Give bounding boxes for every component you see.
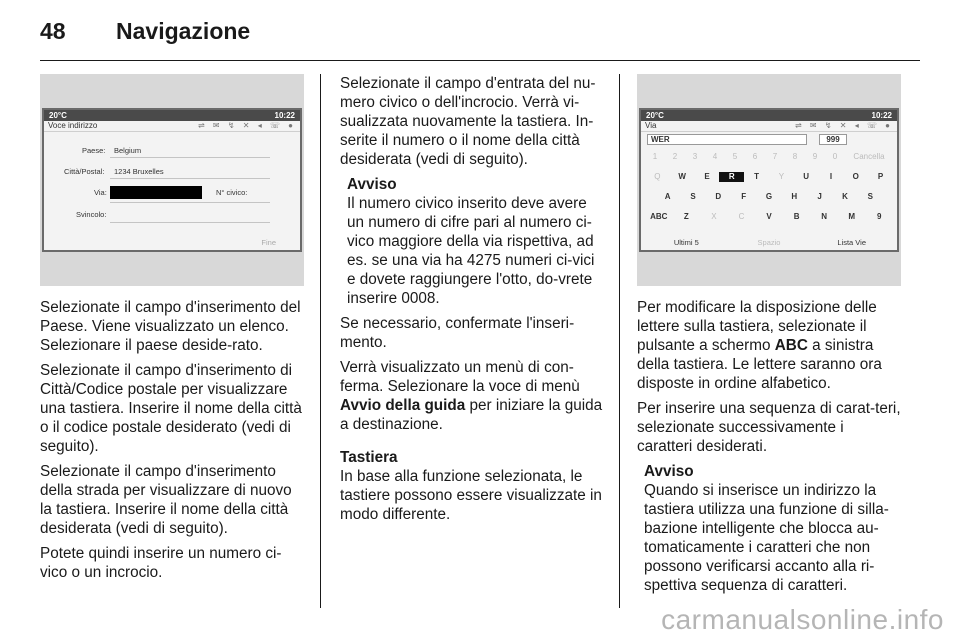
paese-label: Paese:	[82, 146, 106, 155]
key[interactable]: 4	[712, 152, 718, 161]
note-title: Avviso	[347, 176, 397, 193]
via-input[interactable]	[110, 186, 202, 199]
paese-field-line	[110, 157, 270, 158]
status-icons: ⇌ ✉ ↯ ✕ ◂ ☏ ●	[795, 121, 893, 130]
key[interactable]: 0	[832, 152, 838, 161]
key[interactable]: Z	[683, 212, 689, 221]
screen-time: 10:22	[871, 111, 892, 120]
section-heading: Tastiera	[340, 449, 398, 466]
key[interactable]: E	[704, 172, 710, 181]
column-3	[637, 74, 903, 601]
key[interactable]: F	[741, 192, 747, 201]
key[interactable]: T	[754, 172, 760, 181]
key[interactable]: S	[867, 192, 873, 201]
screen-time: 10:22	[274, 111, 295, 120]
paragraph: Selezionate il campo d'inserimento della strada per visualizzare di nuovo la tastiera. Inserire il nome della città desiderata (vedi di seguito).	[40, 463, 292, 537]
text: a sinistra della tastiera. Le lettere saranno ora disposte in ordine alfabetico.	[637, 337, 882, 392]
note-box	[637, 462, 903, 595]
address-entry-screen	[42, 108, 302, 252]
menu-item-name: Avvio della guida	[340, 397, 466, 414]
screen-temperature: 20°C	[646, 111, 664, 120]
key[interactable]: 6	[752, 152, 758, 161]
text: Per modificare la disposizione delle lettere sulla tastiera, selezionate il pulsante a schermo	[637, 299, 877, 354]
key[interactable]: M	[848, 212, 856, 221]
page-number: 48	[40, 18, 66, 44]
text: Verrà visualizzato un menù di con-ferma. Selezionare la voce di menù	[340, 359, 580, 395]
page-header	[40, 18, 250, 48]
via-field-line	[110, 202, 270, 203]
column-1	[40, 74, 304, 588]
key[interactable]: 7	[772, 152, 778, 161]
keyboard-bottom-row	[645, 238, 893, 248]
status-icons: ⇌ ✉ ↯ ✕ ◂ ☏ ●	[198, 121, 296, 130]
column-divider-2	[619, 74, 620, 608]
paragraph: Se necessario, confermate l'inseri-mento.	[340, 315, 575, 351]
keyboard-number-field[interactable]: 999	[819, 134, 847, 145]
key[interactable]: Q	[654, 172, 661, 181]
citta-field-line	[110, 178, 270, 179]
note-body: Quando si inserisce un indirizzo la tastiera utilizza una funzione di silla-bazione intelligente che blocca au-tomaticamente i caratteri che non possono verificarsi accanto alla ri-spettiva sequenza di caratteri.	[644, 482, 889, 594]
civico-label: N° civico:	[216, 188, 248, 197]
fine-button[interactable]: Fine	[261, 238, 276, 247]
address-entry-screenshot	[40, 74, 304, 286]
key[interactable]: J	[817, 192, 822, 201]
key[interactable]: K	[842, 192, 848, 201]
key[interactable]: U	[803, 172, 810, 181]
keyboard-row-2	[655, 192, 883, 202]
screen-status-bar	[44, 110, 300, 121]
button-name: ABC	[774, 337, 808, 354]
paragraph: Per inserire una sequenza di carat-teri, selezionate successivamente i caratteri desiderati.	[637, 400, 901, 455]
ultimi-5-button[interactable]: Ultimi 5	[673, 238, 699, 247]
key[interactable]: A	[664, 192, 671, 201]
key[interactable]: 9	[877, 212, 882, 221]
lista-vie-button[interactable]: Lista Vie	[837, 238, 866, 247]
screen-label: Voce indirizzo	[48, 121, 98, 130]
svincolo-field-line	[110, 222, 270, 223]
key[interactable]: O	[852, 172, 859, 181]
paragraph	[340, 358, 606, 434]
screen-title-line	[641, 121, 897, 132]
key[interactable]: 5	[732, 152, 738, 161]
cancella-key[interactable]: Cancella	[853, 152, 885, 161]
key[interactable]: Y	[778, 172, 785, 181]
paese-value[interactable]: Belgium	[114, 146, 142, 155]
key[interactable]: W	[678, 172, 686, 181]
svincolo-label: Svincolo:	[76, 210, 107, 219]
header-rule	[40, 60, 920, 61]
keyboard-digit-row	[645, 152, 893, 162]
paragraph: In base alla funzione selezionata, le tastiere possono essere visualizzate in modo differente.	[340, 468, 602, 523]
page-title: Navigazione	[116, 18, 251, 44]
key[interactable]: P	[877, 172, 884, 181]
key[interactable]: 9	[812, 152, 818, 161]
abc-layout-button[interactable]: ABC	[650, 212, 668, 221]
key[interactable]: 3	[692, 152, 698, 161]
keyboard-screenshot	[637, 74, 901, 286]
paragraph: Selezionate il campo d'entrata del nu-mero civico o dell'incrocio. Verrà vi-sualizzata nuovamente la tastiera. In-serite il numero o il nome della città desiderata (vedi di seguito).	[340, 75, 596, 168]
keyboard-screen	[639, 108, 899, 252]
key[interactable]: 2	[672, 152, 678, 161]
key[interactable]: V	[766, 212, 772, 221]
paragraph	[637, 298, 903, 393]
note-box	[340, 175, 606, 308]
key[interactable]: I	[829, 172, 833, 181]
screen-label: Via	[645, 121, 657, 130]
key[interactable]: S	[690, 192, 696, 201]
key[interactable]: D	[715, 192, 722, 201]
keyboard-row-3	[645, 212, 893, 222]
via-label: Via:	[94, 188, 107, 197]
screen-title-line	[44, 121, 300, 132]
keyboard-text-input[interactable]: WER	[647, 134, 807, 145]
column-2	[340, 74, 606, 530]
citta-label: Città/Postal:	[64, 167, 105, 176]
spazio-button[interactable]: Spazio	[757, 238, 781, 247]
key[interactable]: H	[791, 192, 798, 201]
paragraph: Selezionate il campo d'inserimento del Paese. Viene visualizzato un elenco. Selezionare il paese deside-rato.	[40, 299, 301, 354]
screen-temperature: 20°C	[49, 111, 67, 120]
key[interactable]: N	[821, 212, 828, 221]
keyboard-row-1	[645, 172, 893, 182]
key[interactable]: X	[711, 212, 717, 221]
key[interactable]: B	[793, 212, 800, 221]
key[interactable]: 8	[792, 152, 798, 161]
note-body: Il numero civico inserito deve avere un numero di cifre pari al numero ci-vico maggiore della via rispettiva, ad es. se una via ha 4275 numeri ci-vici e dovete raggiungere l'otto, do-vrete inserire 0008.	[347, 195, 595, 307]
column-divider-1	[320, 74, 321, 608]
key[interactable]: G	[765, 192, 773, 201]
key[interactable]: C	[738, 212, 745, 221]
citta-value[interactable]: 1234 Bruxelles	[114, 167, 164, 176]
screen-status-bar	[641, 110, 897, 121]
key-selected[interactable]: R	[719, 172, 744, 182]
paragraph: Selezionate il campo d'inserimento di Città/Codice postale per visualizzare una tastiera. Inserire il nome della città o il codice postale desiderato (vedi di seguito).	[40, 362, 302, 455]
note-title: Avviso	[644, 463, 694, 480]
key[interactable]: 1	[652, 152, 658, 161]
text: per iniziare la guida a destinazione.	[340, 397, 603, 433]
paragraph: Potete quindi inserire un numero ci-vico o un incrocio.	[40, 545, 282, 581]
watermark-url: carmanualsonline.info	[661, 604, 944, 635]
